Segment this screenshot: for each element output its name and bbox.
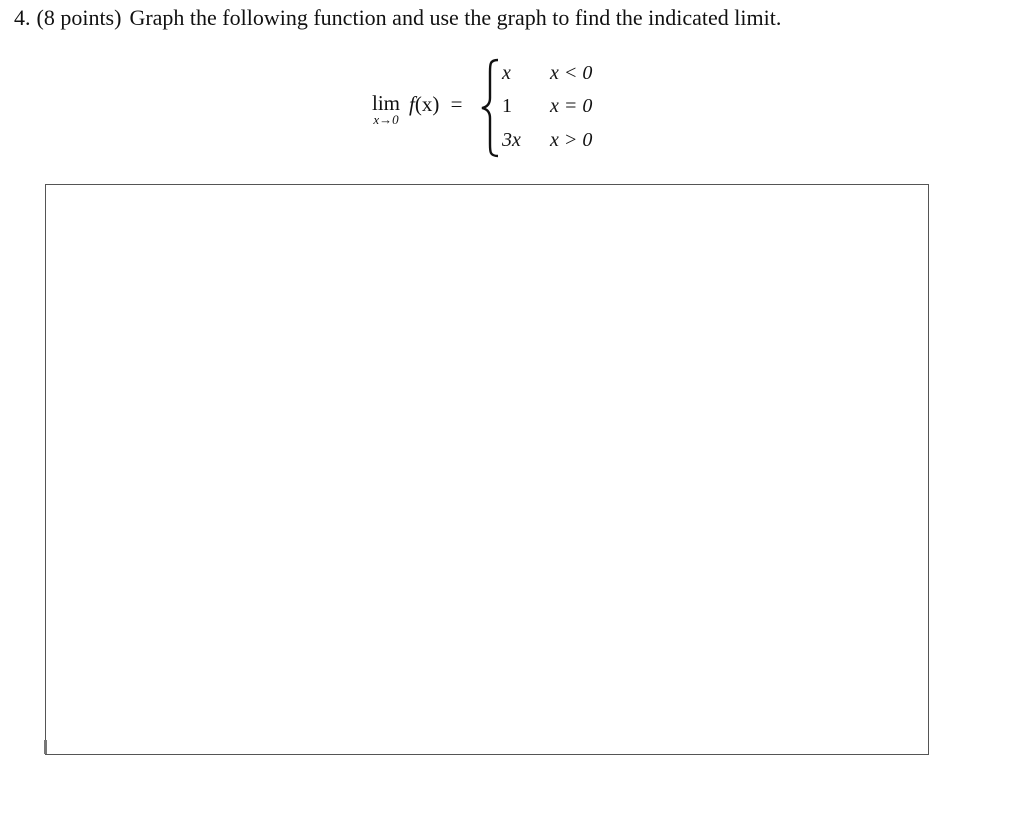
case-expression-2: 1 xyxy=(502,95,512,117)
question-points: (8 points) xyxy=(36,5,122,30)
case-condition-2: x = 0 xyxy=(550,95,593,117)
question-text: Graph the following function and use the graph to find the indicated limit. xyxy=(129,5,782,30)
lim-label: lim xyxy=(371,91,400,115)
case-expression-3: 3x xyxy=(502,129,521,151)
function-argument: (x) xyxy=(414,92,440,116)
box-corner-mark xyxy=(44,740,47,754)
limit-operator xyxy=(366,92,406,127)
piecewise-limit-formula xyxy=(366,58,626,158)
case-condition-3: x > 0 xyxy=(550,129,593,151)
case-expression-1: x xyxy=(502,62,511,84)
lim-subscript: x→0 xyxy=(373,112,399,127)
function-expression xyxy=(409,92,462,116)
graph-answer-box[interactable] xyxy=(45,184,929,755)
question-prompt xyxy=(14,4,781,32)
left-brace xyxy=(480,58,502,158)
function-name: f xyxy=(409,92,415,116)
question-number: 4. xyxy=(14,5,31,30)
equals-sign: = xyxy=(450,92,463,116)
case-condition-1: x < 0 xyxy=(550,62,593,84)
